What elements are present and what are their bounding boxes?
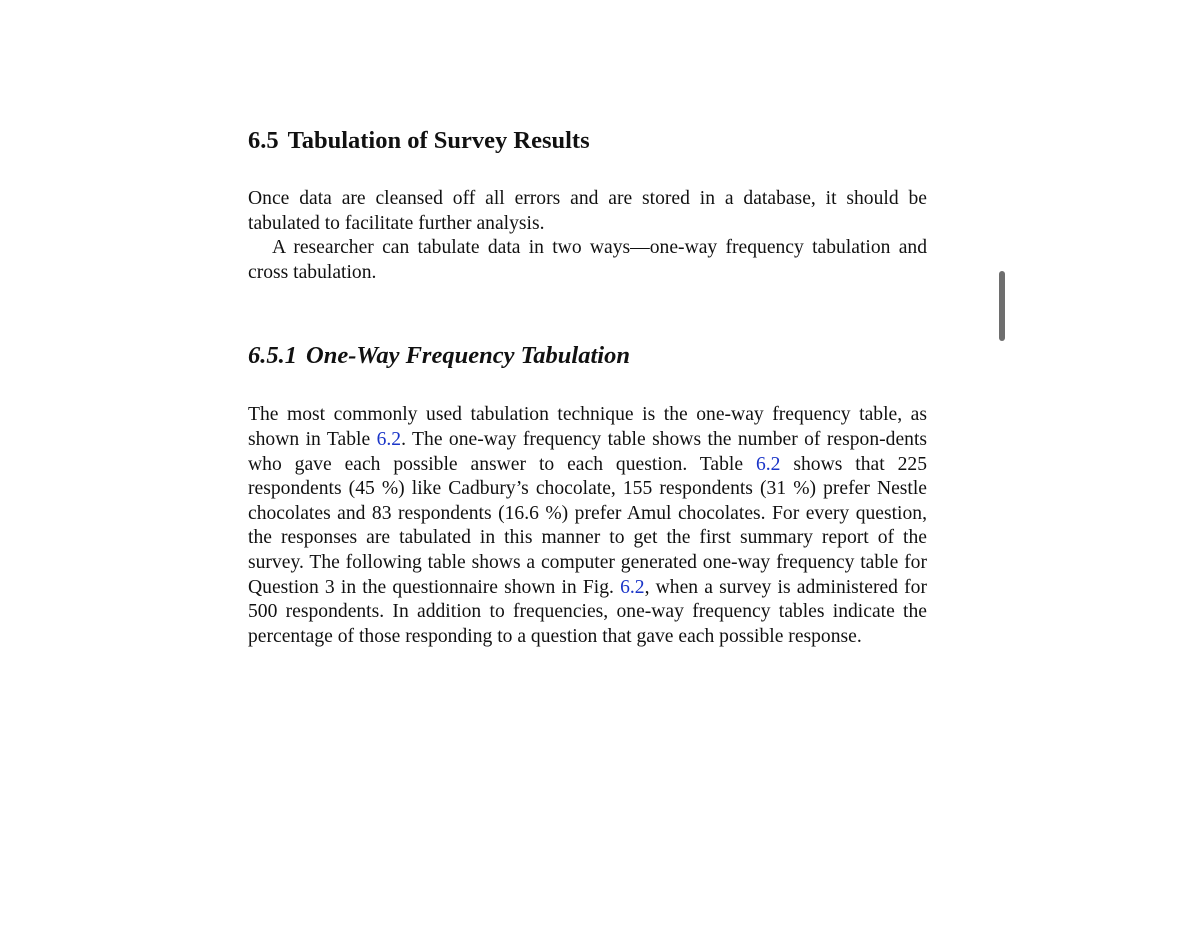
text-segment: The most commonly used tabulation technique is the one-way frequency table, as shown in Table [248, 404, 927, 450]
paragraph-one-way-frequency [248, 403, 927, 649]
paragraph-intro: Once data are cleansed off all errors and are stored in a database, it should be tabulated to facilitate further analysis. [248, 188, 927, 234]
subsection-heading [248, 339, 927, 373]
table-reference-link[interactable]: 6.2 [376, 428, 402, 450]
section-title: Tabulation of Survey Results [287, 127, 590, 154]
page-content [248, 124, 927, 649]
section-number: 6.5 [248, 127, 279, 154]
text-segment: shows that 225 respondents (45 %) like Cadbury’s chocolate, 155 respondents (31 %) prefer Nestle chocolates and 83 respondents (16.6 %) prefer Amul chocolates. For every question, the responses are tabulated in this manner to get the first summary report of the survey. The following table shows a computer generated one-way frequency table for Question 3 in the questionnaire shown in Fig. [248, 453, 927, 598]
subsection-title: One-Way Frequency Tabulation [306, 342, 630, 370]
text-segment: , when a survey is administered for 500 respondents. In addition to frequencies, one-way frequency tables indicate the percentage of those responding to a question that gave each possible response. [248, 576, 927, 647]
section-heading [248, 124, 927, 158]
text-segment: . The one-way frequency table shows the number of respon-dents who gave each possible answer to each question. Table [248, 428, 928, 475]
figure-reference-link[interactable]: 6.2 [620, 576, 645, 598]
table-reference-link[interactable]: 6.2 [755, 453, 781, 475]
paragraph-ways: A researcher can tabulate data in two ways—one-way frequency tabulation and cross tabulation. [248, 237, 927, 283]
scrollbar-thumb[interactable] [999, 271, 1005, 341]
subsection-number: 6.5.1 [248, 342, 297, 370]
